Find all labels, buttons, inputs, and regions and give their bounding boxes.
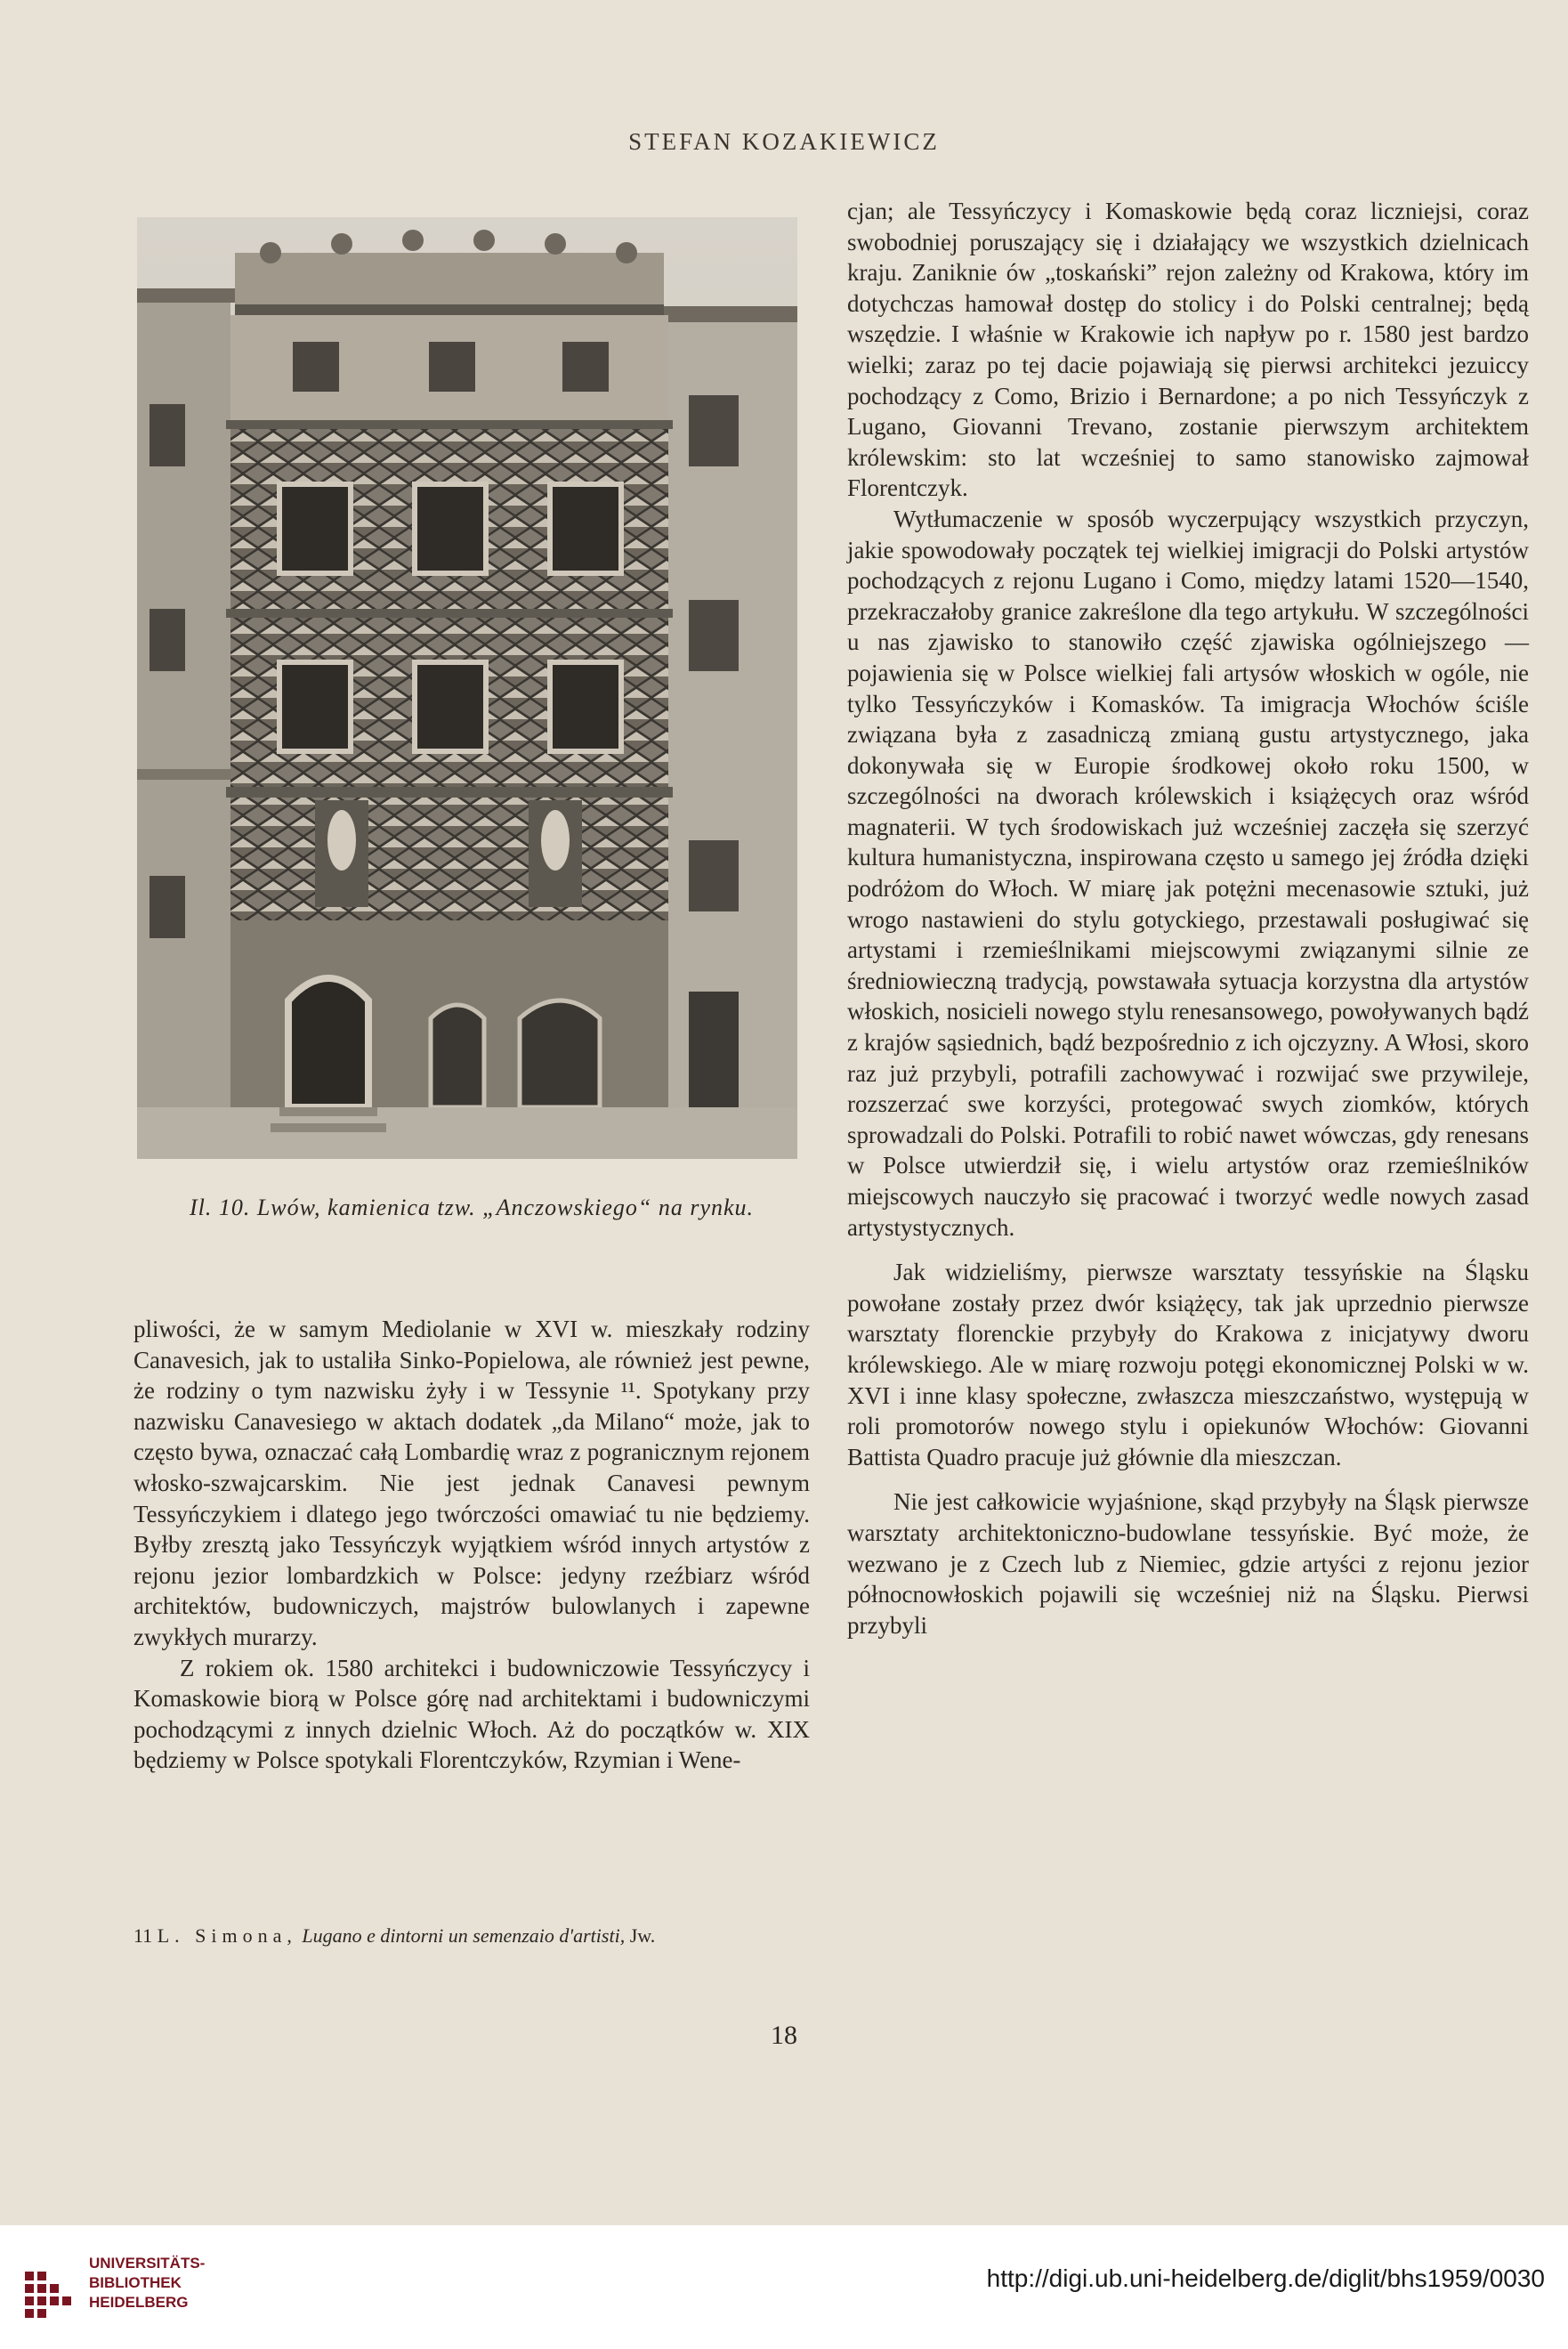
paragraph: cjan; ale Tessyńczycy i Komaskowie będą coraz liczniejsi, coraz swobodniej poruszający się i działający we wszystkich dzielnicach kraju. Zaniknie ów „toskański” rejon zależny od Krakowa, który im dotychczas hamował dostęp do stolicy i do Polski centralnej; będą wszędzie. I właśnie w Krakowie ich napływ po r. 1580 jest bardzo wielki; zaraz po tej dacie pojawiają się pierwsi architekci jezuiccy pochodzący z Como, Brizio i Bernardone; a po nich Tessyńczyk z Lugano, Giovanni Trevano, zostanie pierwszym architektem królewskim: sto lat wcześniej to samo stanowisko zajmował Florentczyk. — [847, 198, 1529, 502]
right-column — [847, 196, 1529, 1640]
permalink-url[interactable]: http://digi.ub.uni-heidelberg.de/diglit/bhs1959/0030 — [986, 2264, 1545, 2292]
footnote-rest: Jw. — [629, 1924, 656, 1947]
library-name — [89, 2254, 205, 2313]
footnote-number: 11 — [133, 1924, 153, 1947]
left-column — [133, 1314, 810, 1776]
page-number: 18 — [771, 2021, 797, 2050]
paragraph: pliwości, że w samym Mediolanie w XVI w. mieszkały rodziny Canavesich, jak to ustaliła Sinko-Popielowa, ale również jest pewne, że rodziny o tym nazwisku żyły i w Tessynie ¹¹. Spotykany przy nazwisku Canavesiego w aktach dodatek „da Milano“ może, jak to często bywa, oznaczać całą Lombardię wraz z pogranicznym rejonem włosko-szwajcarskim. Nie jest jednak Canavesi pewnym Tessyńczykiem i dlatego jego twórczości omawiać tu nie będziemy. Byłby zresztą jako Tessyńczyk wyjątkiem wśród innych artystów z rejonu jezior lombardzkich w Polsce: jedyny rzeźbiarz wśród architektów, budowniczych, majstrów bulowlanych i zapewne zwykłych murarzy. — [133, 1316, 810, 1650]
building-photo — [137, 217, 797, 1159]
paragraph: Nie jest całkowicie wyjaśnione, skąd przybyły na Śląsk pierwsze warsztaty architektoniczno-budowlane tessyńskie. Być może, że wezwano je z Czech lub z Niemiec, gdzie artyści z rejonu jezior północnowłoskich pojawili się wcześniej niż na Śląsku. Pierwsi przybyli — [847, 1488, 1529, 1639]
library-seal-icon — [18, 2245, 89, 2327]
library-line: HEIDELBERG — [89, 2294, 189, 2311]
footnote-author: L. Simona, — [157, 1924, 297, 1947]
footnote-title: Lugano e dintorni un semenzaio d'artisti, — [302, 1924, 626, 1947]
running-head: STEFAN KOZAKIEWICZ — [628, 128, 940, 155]
paragraph: Jak widzieliśmy, pierwsze warsztaty tessyńskie na Śląsku powołane zostały przez dwór książęcy, tak jak uprzednio pierwsze warsztaty florenckie przybyły do Krakowa z inicjatywy dworu królewskiego. Ale w miarę rozwoju potęgi ekonomicznej Polski w w. XVI i inne klasy społeczne, zwłaszcza mieszczaństwo, występują w roli promotorów nowego stylu i opiekunów Włochów: Giovanni Battista Quadro pracuje już głównie dla mieszczan. — [847, 1259, 1529, 1470]
footnote — [133, 1923, 810, 1949]
paragraph: Wytłumaczenie w sposób wyczerpujący wszystkich przyczyn, jakie spowodowały początek tej wielkiej imigracji do Polski artystów pochodzących z rejonu Lugano i Como, między latami 1520—1540, przekraczałoby granice zakreślone dla tego artykułu. W szczególności u nas zjawisko to stanowiło część zjawiska ogólniejszego — pojawienia się w Polsce wielkiej fali artysów włoskich w ogóle, nie tylko Tessyńczyków i Komasków. Ta imigracja Włochów ściśle związana była z zasadniczą zmianą gustu artystycznego, jaka dokonywała się w Europie środkowej około roku 1500, w szczególności na dworach królewskich i książęcych oraz wśród magnaterii. W tych środowiskach już wcześniej zaczęła się szerzyć kultura humanistyczna, inspirowana często u samego jej źródła dzięki podróżom do Włoch. W miarę jak potężni mecenasowie sztuki, już wrogo nastawieni do stylu gotyckiego, przestawali posługiwać się artystami i rzemieślnikami miejscowymi związanymi silnie ze średniowieczną tradycją, powstawała sytuacja korzystna dla artystów włoskich, nosicieli nowego stylu renesansowego, powoływanych bądź z krajów sąsiednich, bądź bezpośrednio z ich ojczyzny. A Włosi, skoro raz już przybyli, potrafili zachowywać i rozwijać swe przywileje, rozszerzać swe korzyści, protegować swych ziomków, których sprowadzali do Polski. Potrafili to robić nawet wówczas, gdy renesans w Polsce utwierdził się, i wielu artystów oraz rzemieślników miejscowych nauczyło się pracować i tworzyć wedle nowych zasad artystystycznych. — [847, 505, 1529, 1241]
library-line: BIBLIOTHEK — [89, 2274, 182, 2291]
library-line: UNIVERSITÄTS- — [89, 2255, 206, 2272]
paragraph: Z rokiem ok. 1580 architekci i budowniczowie Tessyńczycy i Komaskowie biorą w Polsce górę nad architektami i budowniczymi pochodzącymi z innych dzielnic Włoch. Aż do początków w. XIX będziemy w Polsce spotykali Florentczyków, Rzymian i Wene- — [133, 1654, 810, 1774]
figure-caption: Il. 10. Lwów, kamienica tzw. „Anczowskiego“ na rynku. — [189, 1195, 755, 1220]
digitization-footer — [0, 2225, 1568, 2349]
